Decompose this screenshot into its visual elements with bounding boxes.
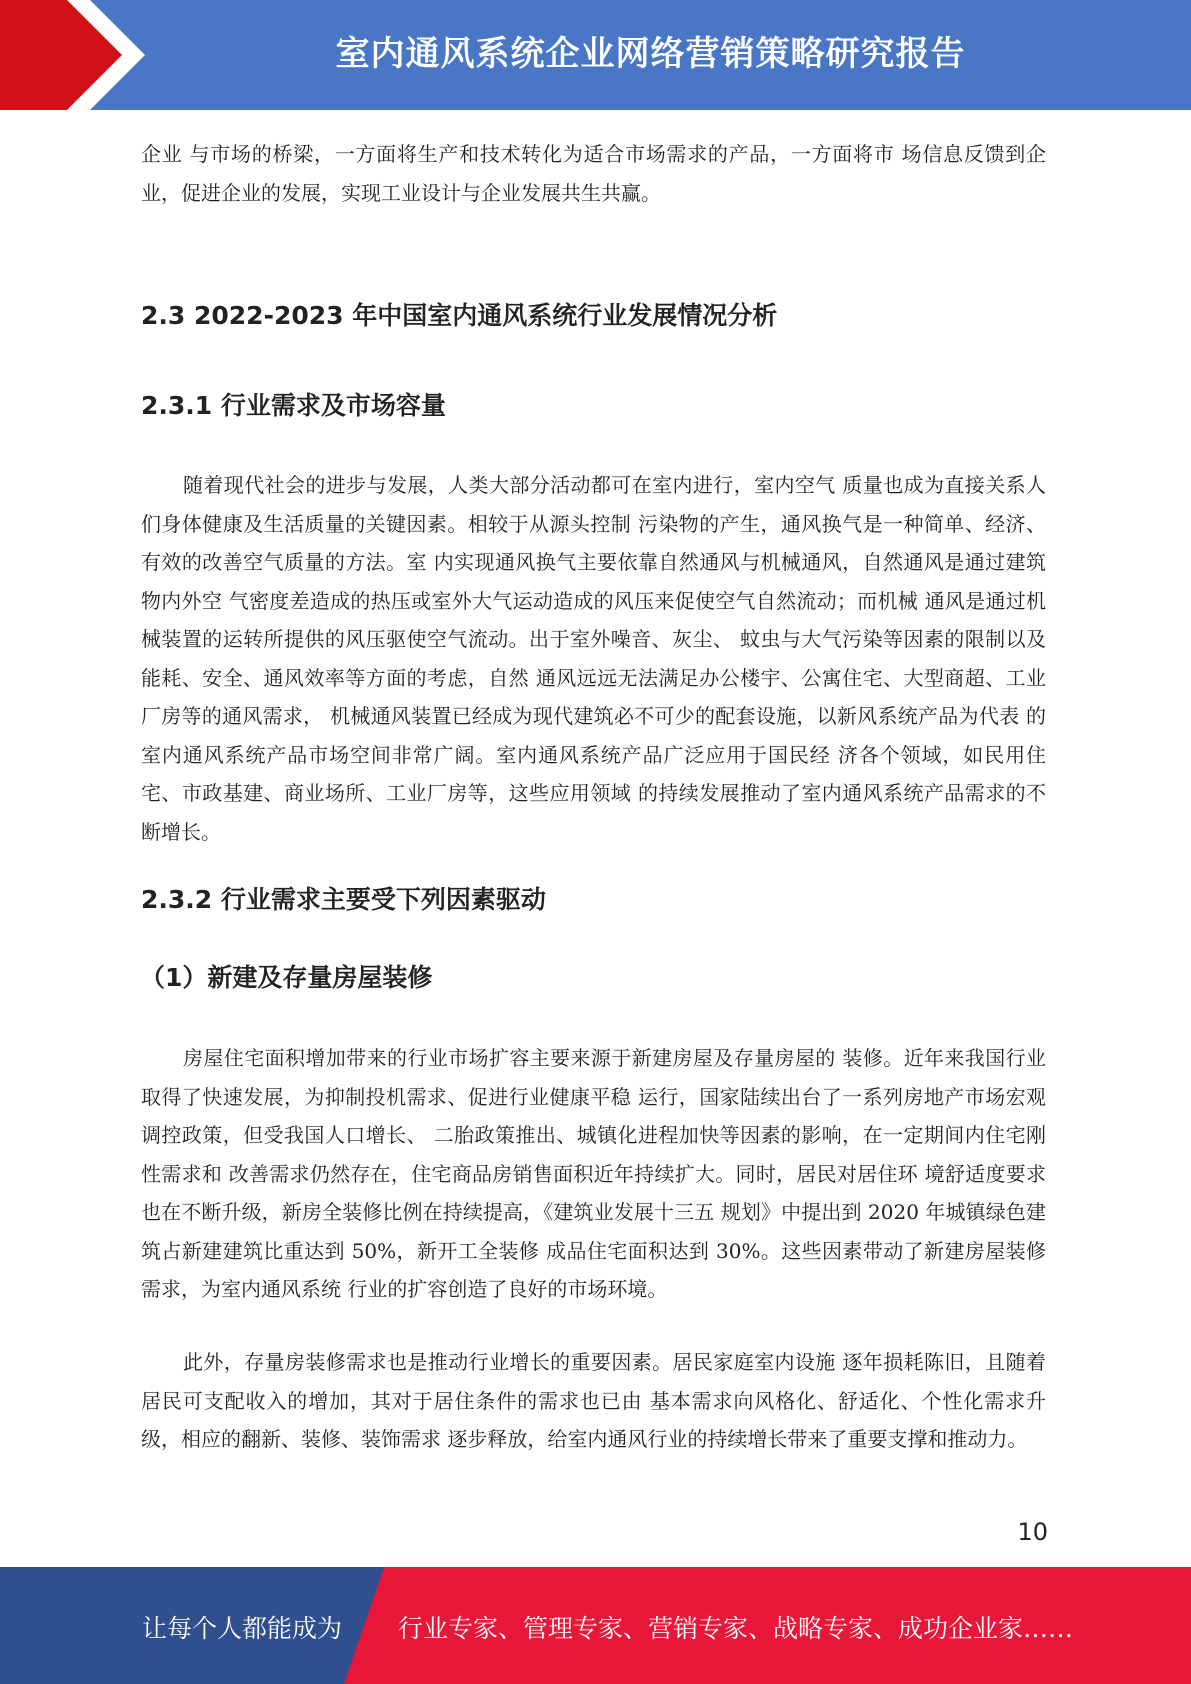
section-heading-2-3-1: 2.3.1 行业需求及市场容量 [141,391,446,420]
section-2-3-2-paragraph-2: 此外，存量房装修需求也是推动行业增长的重要因素。居民家庭室内设施 逐年损耗陈旧，且随着居民可支配收入的增加，其对于居住条件的需求也已由 基本需求向风格化、舒适化、个性化需求升级，相应的翻新、装修、装饰需求 逐步释放，给室内通风行业的持续增长带来了重要支撑和推动力。 [141,1350,1046,1451]
footer-slogan-right: 行业专家、管理专家、营销专家、战略专家、成功企业家…… [398,1614,1074,1643]
section-2-3-1-body [141,466,1046,851]
footer-banner [0,1567,1191,1684]
section-2-3-1-paragraph: 随着现代社会的进步与发展，人类大部分活动都可在室内进行，室内空气 质量也成为直接关系人们身体健康及生活质量的关键因素。相较于从源头控制 污染物的产生，通风换气是一种简单、经济、有效的改善空气质量的方法。室 内实现通风换气主要依靠自然通风与机械通风，自然通风是通过建筑物内外空 气密度差造成的热压或室外大气运动造成的风压来促使空气自然流动；而机械 通风是通过机械装置的运转所提供的风压驱使空气流动。出于室外噪音、灰尘、 蚊虫与大气污染等因素的限制以及能耗、安全、通风效率等方面的考虑，自然 通风远远无法满足办公楼宇、公寓住宅、大型商超、工业厂房等的通风需求， 机械通风装置已经成为现代建筑必不可少的配套设施，以新风系统产品为代表 的室内通风系统产品市场空间非常广阔。室内通风系统产品广泛应用于国民经 济各个领域，如民用住宅、市政基建、商业场所、工业厂房等，这些应用领域 的持续发展推动了室内通风系统产品需求的不断增长。 [141,473,1046,844]
section-2-3-2-paragraph-1: 房屋住宅面积增加带来的行业市场扩容主要来源于新建房屋及存量房屋的 装修。近年来我国行业取得了快速发展，为抑制投机需求、促进行业健康平稳 运行，国家陆续出台了一系列房地产市场宏观调控政策，但受我国人口增长、 二胎政策推出、城镇化进程加快等因素的影响，在一定期间内住宅刚性需求和 改善需求仍然存在，住宅商品房销售面积近年持续扩大。同时，居民对居住环 境舒适度要求也在不断升级，新房全装修比例在持续提高，《建筑业发展十三五 规划》中提出到 2020 年城镇绿色建筑占新建建筑比重达到 50%，新开工全装修 成品住宅面积达到 30%。这些因素带动了新建房屋装修需求，为室内通风系统 行业的扩容创造了良好的市场环境。 [141,1046,1046,1301]
report-title: 室内通风系统企业网络营销策略研究报告 [335,34,966,74]
footer-slogan-left: 让每个人都能成为 [142,1614,343,1643]
intro-paragraph: 企业 与市场的桥梁，一方面将生产和技术转化为适合市场需求的产品，一方面将市 场信息反馈到企业，促进企业的发展，实现工业设计与企业发展共生共赢。 [141,142,1046,205]
page-number: 10 [1017,1518,1048,1546]
subsection-heading-1: （1）新建及存量房屋装修 [140,963,433,992]
section-heading-2-3: 2.3 2022-2023 年中国室内通风系统行业发展情况分析 [141,301,778,330]
section-2-3-2-body-2 [141,1343,1046,1459]
header-banner [0,0,1191,110]
section-heading-2-3-2: 2.3.2 行业需求主要受下列因素驱动 [141,885,546,914]
intro-block [141,135,1046,212]
section-2-3-2-body-1 [141,1039,1046,1309]
